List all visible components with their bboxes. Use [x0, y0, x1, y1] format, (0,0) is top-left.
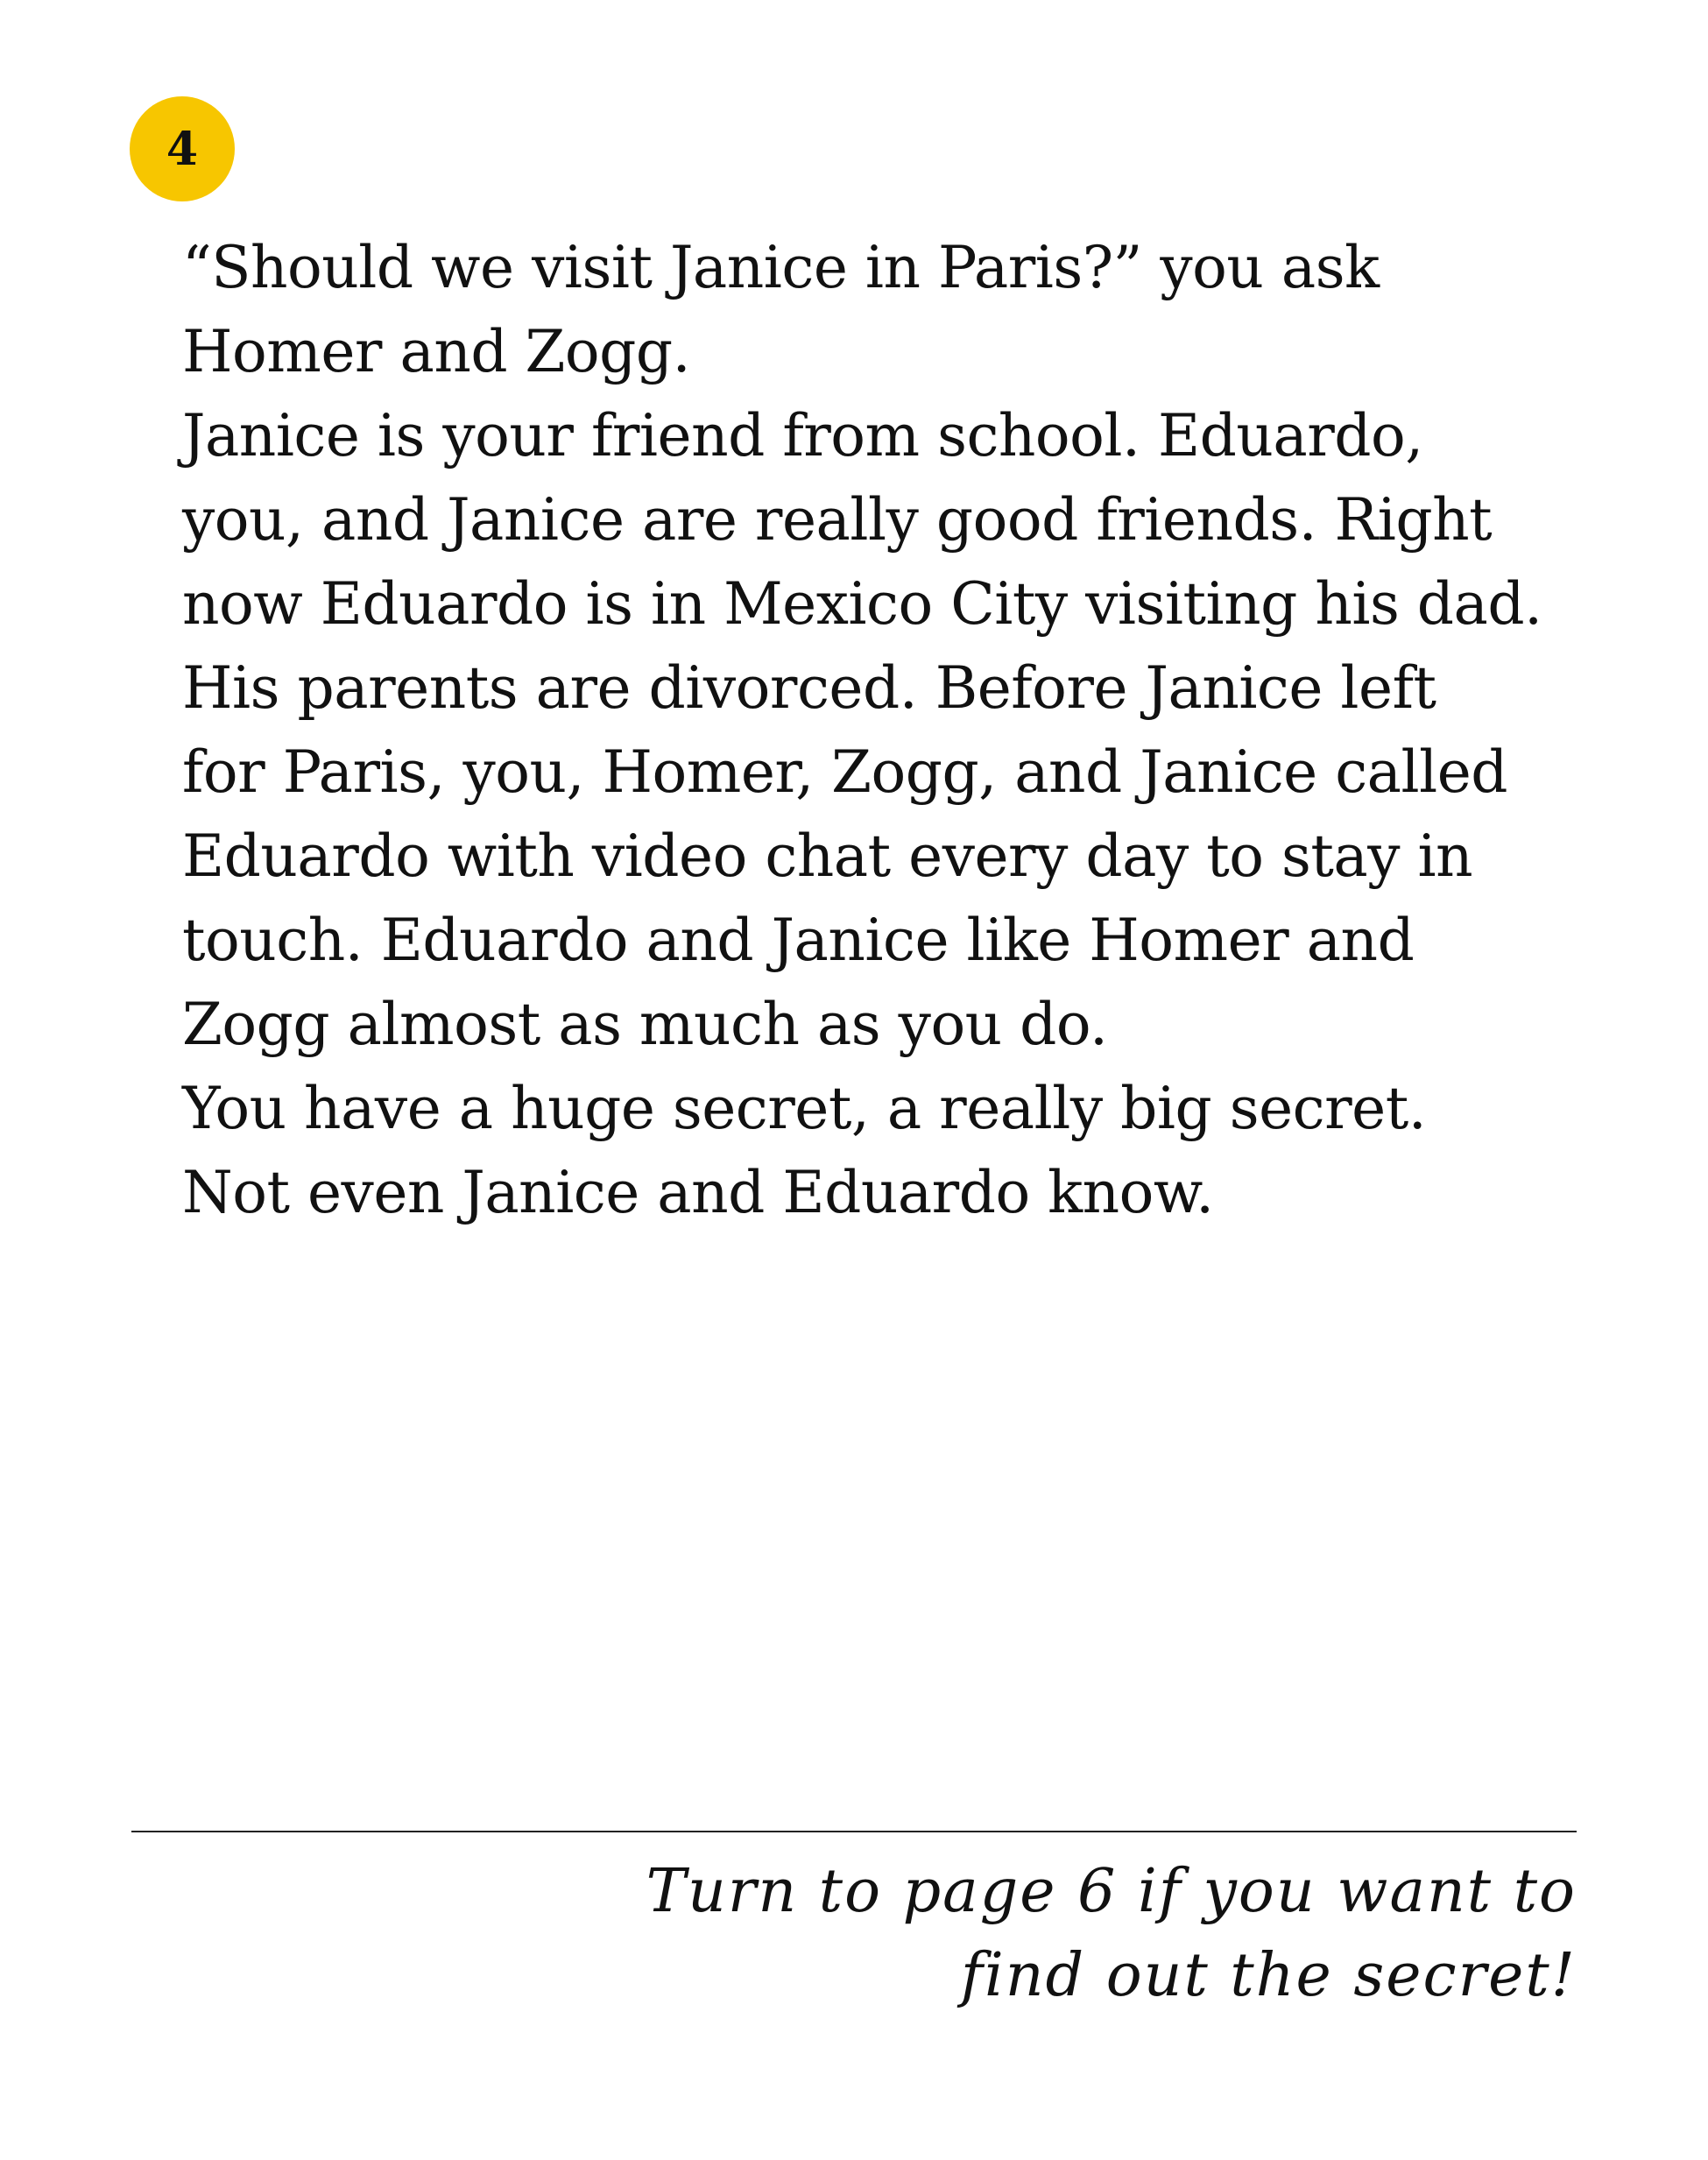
choice-line: Turn to page 6 if you want to [646, 1857, 1577, 1926]
story-text [131, 226, 1568, 1235]
page-number: 4 [166, 122, 199, 176]
paragraph-2 [131, 394, 1568, 1067]
paragraph-line: for Paris, you, Homer, Zogg, and Janice called [182, 738, 1508, 806]
paragraph-line: touch. Eduardo and Janice like Homer and [182, 907, 1415, 974]
paragraph-line: now Eduardo is in Mexico City visiting his dad. [182, 570, 1542, 638]
choice-line: find out the secret! [960, 1941, 1577, 2010]
paragraph-line: Eduardo with video chat every day to stay in [182, 822, 1473, 890]
turn-to-page-choice [613, 1850, 1577, 2018]
paragraph-line: “Should we visit Janice in Paris?” you ask [182, 234, 1380, 301]
paragraph-line: Zogg almost as much as you do. [182, 991, 1108, 1058]
paragraph-line: Not even Janice and Eduardo know. [182, 1159, 1214, 1226]
paragraph-3 [131, 1067, 1568, 1235]
paragraph-1 [131, 226, 1568, 394]
paragraph-line: Homer and Zogg. [182, 318, 691, 385]
paragraph-line: His parents are divorced. Before Janice left [182, 654, 1436, 722]
choice-divider [131, 1831, 1577, 1832]
paragraph-line: You have a huge secret, a really big secret. [182, 1075, 1427, 1142]
paragraph-line: Janice is your friend from school. Eduardo, [182, 402, 1423, 469]
page-number-badge [130, 96, 235, 201]
paragraph-line: you, and Janice are really good friends. Right [182, 486, 1493, 554]
